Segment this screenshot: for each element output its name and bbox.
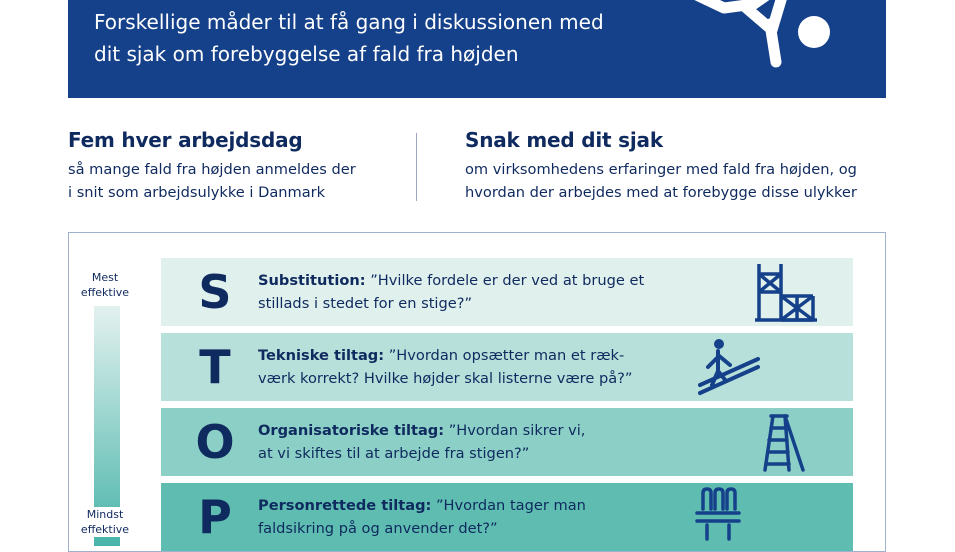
stat-left-text [68,158,356,204]
falling-person-icon [666,0,836,84]
stop-row-technical [161,333,853,401]
stat-right-text [465,158,857,204]
stop-line-1: ”Hvordan tager man [436,497,586,514]
stop-label: Substitution: [258,272,366,289]
guardrail-person-icon [696,337,766,401]
stop-text [258,344,698,390]
scale-bottom-line-2: effektive [80,523,130,536]
scale-top-line-1: Mest [91,271,119,284]
scale-bottom-line-1: Mindst [86,508,124,521]
stop-text [258,269,698,315]
stop-label: Organisatoriske tiltag: [258,422,445,439]
banner-text [94,6,694,70]
scale-top-label [70,270,140,300]
stop-text [258,494,698,540]
banner-line-2: dit sjak om forebyggelse af fald fra højden [94,42,519,66]
stop-line-2: stillads i stedet for en stige?” [258,295,473,312]
stat-right [465,128,857,204]
stat-left-line-2: i snit som arbejdsulykke i Danmark [68,184,326,201]
stop-row-personal [161,483,853,551]
stop-line-1: ”Hvordan opsætter man et ræk- [388,347,625,364]
stop-letter: T [199,340,231,394]
scale-bottom-label [70,507,140,537]
stop-text [258,419,698,465]
stop-row-organisational [161,408,853,476]
safety-harness-icon [693,487,743,541]
stop-line-2: at vi skiftes til at arbejde fra stigen?” [258,445,530,462]
stop-row-substitution [161,258,853,326]
divider [416,133,417,201]
stat-right-line-1: om virksomhedens erfaringer med fald fra højden, og [465,161,857,178]
stop-line-2: værk korrekt? Hvilke højder skal listerne være på?” [258,370,633,387]
stop-label: Personrettede tiltag: [258,497,432,514]
stop-line-2: faldsikring på og anvender det?” [258,520,498,537]
stop-letter: P [198,490,232,544]
stop-letter: O [195,415,235,469]
header-banner [68,0,886,98]
stop-letter: S [198,265,232,319]
banner-line-1: Forskellige måder til at få gang i diskussionen med [94,10,604,34]
stat-left-title: Fem hver arbejdsdag [68,128,303,152]
stop-line-1: ”Hvilke fordele er der ved at bruge et [370,272,645,289]
ladder-icon [759,412,809,472]
stat-left-line-1: så mange fald fra højden anmeldes der [68,161,356,178]
stat-right-line-2: hvordan der arbejdes med at forebygge disse ulykker [465,184,857,201]
scaffold-icon [751,262,821,322]
stat-left [68,128,356,204]
stat-right-title: Snak med dit sjak [465,128,663,152]
stop-label: Tekniske tiltag: [258,347,385,364]
scale-top-line-2: effektive [80,286,130,299]
stop-line-1: ”Hvordan sikrer vi, [448,422,586,439]
